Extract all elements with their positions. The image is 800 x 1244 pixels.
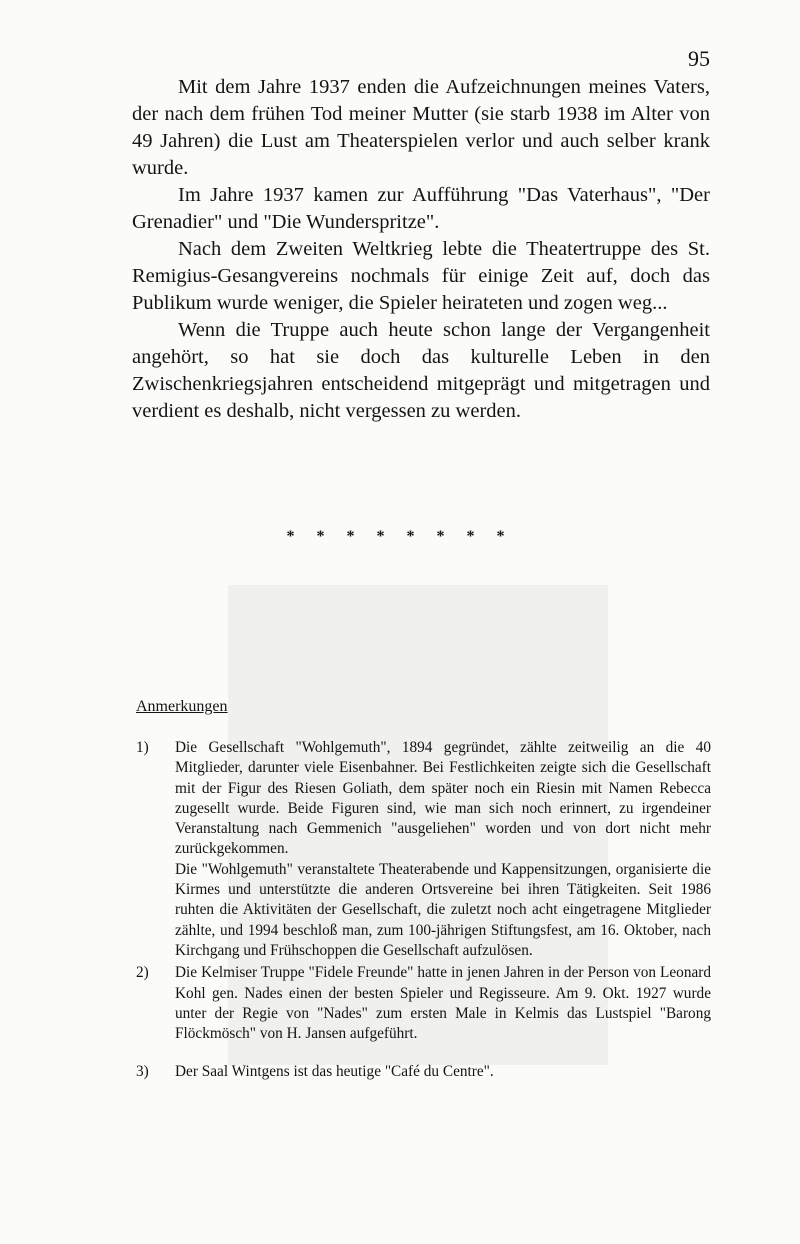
body-paragraph: Nach dem Zweiten Weltkrieg lebte die Theatertruppe des St. Remigius-Gesangvereins nochmals für einige Zeit auf, doch das Publikum wurde weniger, die Spieler heirateten und zogen weg...	[132, 238, 710, 314]
footnote-number: 1)	[136, 739, 149, 756]
footnote-text: Der Saal Wintgens ist das heutige "Café du Centre".	[175, 1063, 494, 1081]
footnote-number: 3)	[136, 1063, 149, 1081]
body-paragraph: Im Jahre 1937 kamen zur Aufführung "Das Vaterhaus", "Der Grenadier" und "Die Wunderspritze".	[132, 184, 710, 233]
footnote-text: Die "Wohlgemuth" veranstaltete Theaterabende und Kappensitzungen, organisierte die Kirmes und unterstützte die anderen Ortsvereine bei ihren Tätigkeiten. Seit 1986 ruhten die Aktivitäten der Gesellschaft, die zuletzt noch acht eingetragene Mitglieder zählte, und 1994 beschloß man, zum 100-jährigen Stiftungsfest, am 16. Oktober, nach Kirchgang und Frühschoppen die Gesellschaft aufzulösen.	[175, 860, 711, 959]
main-text	[132, 74, 710, 425]
section-separator: * * * * * * * *	[286, 528, 514, 545]
footnote-item	[136, 963, 711, 1044]
body-paragraph: Wenn die Truppe auch heute schon lange der Vergangenheit angehört, so hat sie doch das kulturelle Leben in den Zwischenkriegsjahren entscheidend mitgeprägt und mitgetragen und verdient es deshalb, nicht vergessen zu werden.	[132, 319, 710, 422]
notes-heading: Anmerkungen	[136, 698, 228, 715]
body-paragraph: Mit dem Jahre 1937 enden die Aufzeichnungen meines Vaters, der nach dem frühen Tod meiner Mutter (sie starb 1938 im Alter von 49 Jahren) die Lust am Theaterspielen verlor und auch selber krank wurde.	[132, 76, 710, 179]
footnote-number: 2)	[136, 964, 149, 982]
footnotes	[136, 738, 711, 1083]
footnote-text: Die Kelmiser Truppe "Fidele Freunde" hatte in jenen Jahren in der Person von Leonard Kohl gen. Nades einen der besten Spieler und Regisseure. Am 9. Okt. 1927 wurde unter der Regie von "Nades" zum ersten Male in Kelmis das Lustspiel "Barong Flöckmösch" von H. Jansen aufgeführt.	[175, 964, 711, 1043]
footnote-text: Die Gesellschaft "Wohlgemuth", 1894 gegründet, zählte zeitweilig an die 40 Mitglieder, darunter viele Eisenbahner. Bei Festlichkeiten zeigte sich die Gesellschaft mit der Figur des Riesen Goliath, dem später noch ein Riesin mit Namen Rebecca zugesellt wurde. Beide Figuren sind, wie man sich noch erinnert, zu irgendeiner Veranstaltung nach Gemmenich "ausgeliehen" worden und von dort nicht mehr zurückgekommen.	[175, 739, 711, 858]
footnote-item	[136, 1062, 711, 1082]
footnote-item	[136, 738, 711, 961]
page-number: 95	[688, 46, 710, 71]
